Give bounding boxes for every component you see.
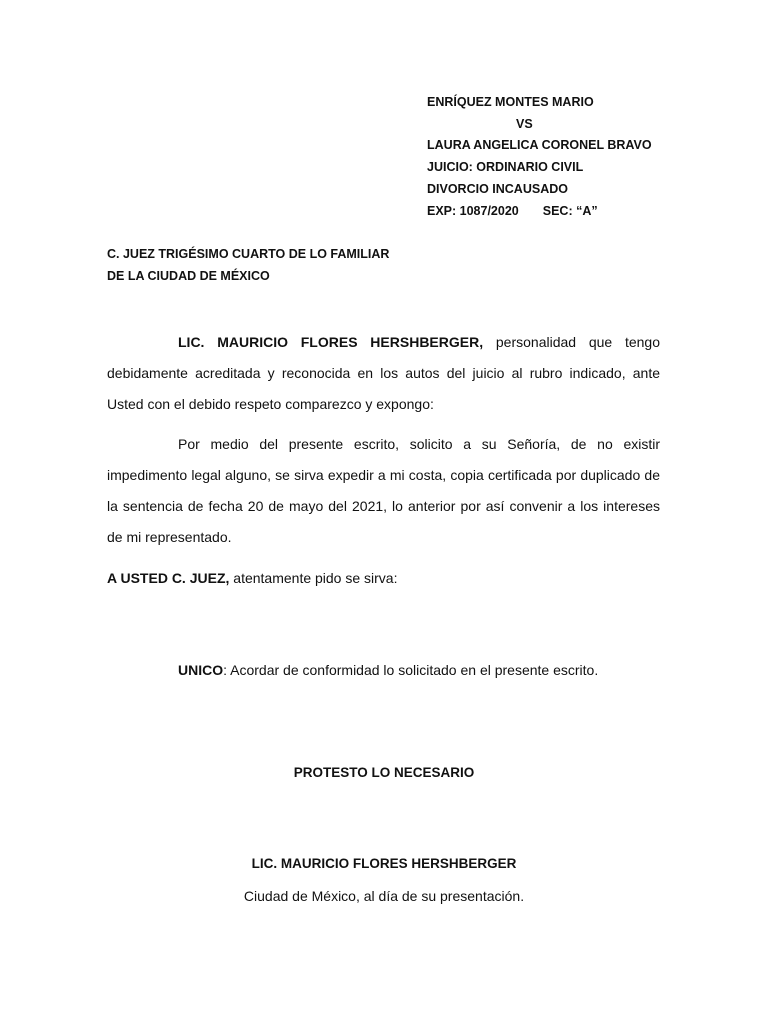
plaintiff-name: ENRÍQUEZ MONTES MARIO [427,95,594,109]
proceeding-type: DIVORCIO INCAUSADO [427,181,568,196]
opening-text: personalidad que tengo debidamente acreditada y reconocida en los autos del juicio al rubro indicado, ante Usted con el debido respeto comparezco y expongo: [107,334,660,412]
protest-statement: PROTESTO LO NECESARIO [293,765,475,780]
addressee-line-1: C. JUEZ TRIGÉSIMO CUARTO DE LO FAMILIAR [107,247,390,261]
single-point-line [178,660,598,680]
case-file-line [427,201,727,223]
case-file-number: EXP: 1087/2020 [427,203,519,218]
secretariat-label: SEC: “A” [542,203,598,218]
place-and-date: Ciudad de México, al día de su presentación. [243,888,525,904]
request-text: Por medio del presente escrito, solicito a su Señoría, de no existir impedimento legal alguno, se sirva expedir a mi costa, copia certificada por duplicado de la sentencia de fecha 20 de mayo del 2021, lo anterior por así convenir a los intereses de mi representado. [107,436,660,545]
single-point-text: : Acordar de conformidad lo solicitado en el presente escrito. [223,662,599,678]
trial-type: JUICIO: ORDINARIO CIVIL [427,160,584,175]
petition-addressee: A USTED C. JUEZ, [107,570,230,586]
signature-name: LIC. MAURICIO FLORES HERSHBERGER [251,856,517,871]
petition-text: atentamente pido se sirva: [229,570,398,586]
versus-label: VS [516,116,533,131]
addressee-block [107,244,507,287]
case-caption [427,92,727,222]
request-paragraph [107,429,660,553]
petition-line [107,568,398,588]
opening-paragraph [107,327,660,420]
addressee-line-2: DE LA CIUDAD DE MÉXICO [107,268,270,283]
attorney-name: LIC. MAURICIO FLORES HERSHBERGER, [178,334,484,350]
single-point-label: UNICO [178,662,224,678]
defendant-name: LAURA ANGELICA CORONEL BRAVO [427,138,652,153]
